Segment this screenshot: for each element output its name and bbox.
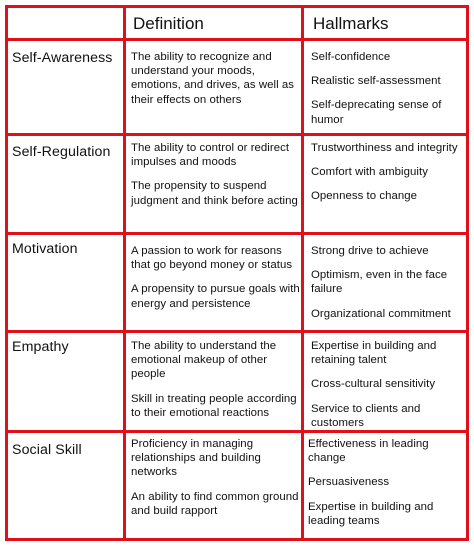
- table-border-right: [466, 5, 469, 541]
- hallmarks-cell: [311, 50, 465, 137]
- definition-cell: [131, 244, 301, 321]
- hallmark-item: Optimism, even in the face failure: [311, 269, 448, 296]
- table-column-divider: [301, 5, 304, 541]
- hallmark-item: Organizational commitment: [311, 307, 451, 320]
- hallmark-item: Self-deprecating sense of humor: [311, 99, 442, 126]
- definition-text: The ability to control or redirect impulses and moods: [131, 142, 290, 169]
- definition-text: Proficiency in managing relationships and building networks: [131, 438, 261, 479]
- definition-cell: [131, 339, 301, 430]
- hallmark-item: Effectiveness in leading change: [308, 438, 429, 465]
- hallmarks-cell: [311, 339, 465, 440]
- hallmark-item: Realistic self-assessment: [311, 75, 441, 88]
- hallmark-item: Strong drive to achieve: [311, 245, 429, 257]
- hallmark-item: Openness to change: [311, 190, 418, 203]
- row-label-self-regulation: Self-Regulation: [12, 144, 111, 160]
- hallmark-item: Trustworthiness and integrity: [311, 142, 458, 154]
- hallmarks-cell: [308, 437, 466, 538]
- definition-cell: [131, 141, 299, 218]
- hallmark-item: Self-confidence: [311, 51, 391, 63]
- row-label-empathy: Empathy: [12, 339, 69, 355]
- hallmark-item: Expertise in building and retaining talent: [311, 340, 437, 367]
- definition-text: The propensity to suspend judgment and think before acting: [131, 180, 298, 207]
- hallmark-item: Comfort with ambiguity: [311, 166, 428, 179]
- table-border-left: [5, 5, 8, 541]
- hallmark-item: Service to clients and customers: [311, 402, 421, 429]
- hallmark-item: Persuasiveness: [308, 476, 390, 489]
- definition-text: The ability to understand the emotional makeup of other people: [131, 340, 277, 381]
- header-hallmarks: Hallmarks: [313, 14, 389, 33]
- hallmarks-cell: [311, 244, 465, 331]
- definition-cell: [131, 437, 301, 528]
- hallmarks-cell: [311, 141, 465, 214]
- table-column-divider: [123, 5, 126, 541]
- definition-text: Skill in treating people according to their emotional reactions: [131, 392, 297, 419]
- table-row-divider: [5, 38, 469, 41]
- definition-text: A propensity to pursue goals with energy and persistence: [131, 283, 300, 310]
- row-label-social-skill: Social Skill: [12, 442, 82, 458]
- table-row-divider: [5, 232, 469, 235]
- table-border-top: [5, 5, 469, 8]
- hallmark-item: Expertise in building and leading teams: [308, 500, 434, 527]
- hallmark-item: Cross-cultural sensitivity: [311, 378, 436, 391]
- definition-text: The ability to recognize and understand your moods, emotions, and drives, as well as their effects on others: [131, 51, 295, 106]
- definition-text: A passion to work for reasons that go beyond money or status: [131, 245, 293, 272]
- row-label-self-awareness: Self-Awareness: [12, 50, 113, 66]
- definition-cell: [131, 50, 299, 117]
- header-definition: Definition: [133, 14, 204, 33]
- definition-text: An ability to find common ground and build rapport: [131, 490, 299, 517]
- table-border-bottom: [5, 538, 469, 541]
- row-label-motivation: Motivation: [12, 241, 78, 257]
